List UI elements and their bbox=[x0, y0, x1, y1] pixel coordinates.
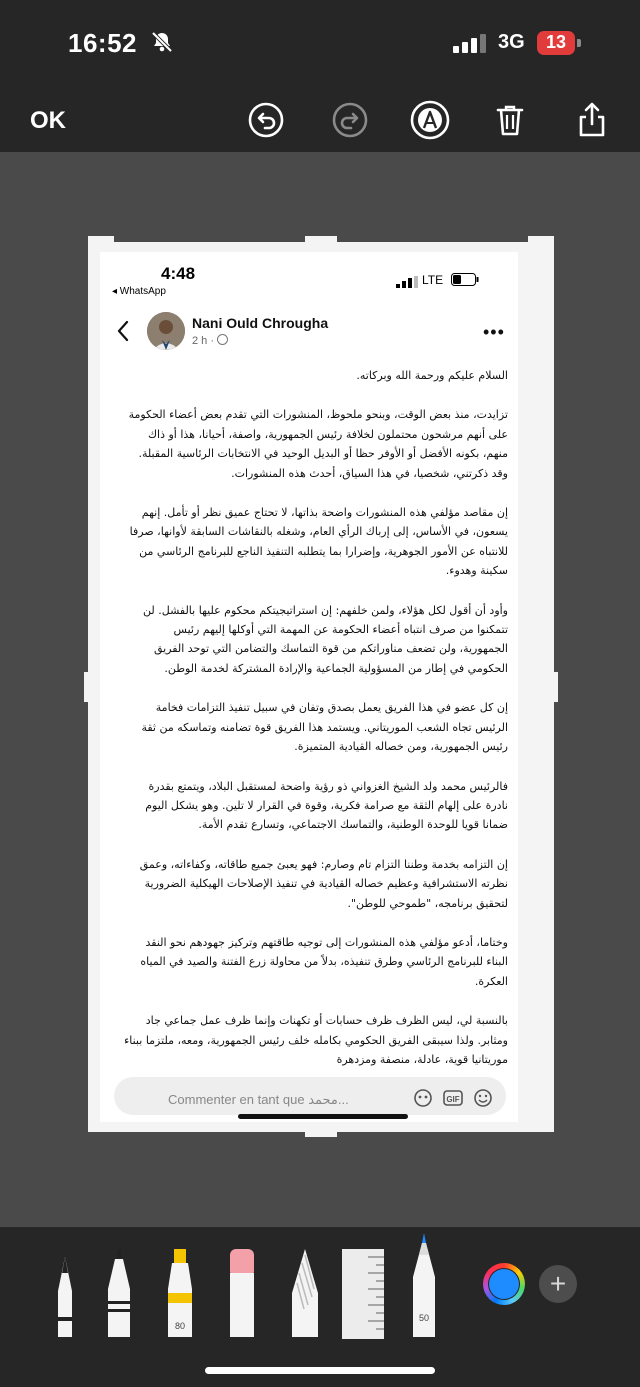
screenshot-battery-icon bbox=[451, 273, 479, 286]
back-to-whatsapp-link: ◂ WhatsApp bbox=[112, 286, 166, 297]
globe-icon bbox=[217, 334, 228, 345]
svg-text:GIF: GIF bbox=[446, 1095, 460, 1104]
post-paragraph: فالرئيس محمد ولد الشيخ الغزواني ذو رؤية واضحة لمستقبل البلاد، ويتمتع بقدرة نادرة على إلهام الثقة مع صرامة فكرية، وقوة في القرار لا تلين. وهو يشكل اليوم ضمانا قويا للوحدة الوطنية، والتماسك الاجتماعي، وتسارع تقدم الأمة. bbox=[145, 779, 508, 832]
bell-off-icon bbox=[150, 30, 174, 54]
network-type: 3G bbox=[498, 31, 525, 53]
post-text bbox=[124, 366, 508, 1089]
highlighter-size: 80 bbox=[174, 1321, 186, 1331]
screenshot-status-time: 4:48 bbox=[161, 264, 196, 283]
battery-level: 13 bbox=[545, 32, 567, 52]
gif-icon bbox=[442, 1088, 464, 1108]
add-tool-button[interactable]: + bbox=[539, 1265, 577, 1303]
post-paragraph: تزايدت، منذ بعض الوقت، وبنحو ملحوظ، المنشورات التي تقدم بعض أعضاء الحكومة على أنهم مرشحون محتملون لخلافة رئيس الجمهورية، واصفة، أحيانا، هذا أو ذاك منهم، بكونه الأفضل أو الأوفر حظا أو البديل الوحيد في الانتخابات الرئاسية المقبلة. وقد ذكرتني، شخصيا، في هذا السياق، أحدث هذه المنشورات. bbox=[128, 408, 508, 480]
post-time-text: 2 h · bbox=[192, 335, 215, 347]
crop-handle-right[interactable] bbox=[554, 672, 558, 702]
signal-icon bbox=[453, 33, 489, 53]
screenshot-signal-icon bbox=[396, 276, 418, 288]
battery-icon bbox=[537, 31, 583, 55]
post-paragraph: إن كل عضو في هذا الفريق يعمل بصدق وتفان في سبيل تنفيذ التزامات فخامة الرئيس تجاه الشعب الموريتاني. ويستمد هذا الفريق قوة تضامنه وتماسكه من ثقة رئيس الجمهورية، ومن خصاله القيادية المتميزة. bbox=[141, 701, 508, 754]
post-author-name: Nani Ould Chrougha bbox=[192, 315, 329, 331]
ruler-tool[interactable] bbox=[342, 1249, 384, 1339]
markup-pen-icon[interactable] bbox=[410, 100, 450, 140]
share-icon[interactable] bbox=[572, 100, 612, 140]
screenshot-network: LTE bbox=[422, 273, 444, 287]
back-chevron-icon bbox=[116, 320, 130, 342]
post-paragraph: وأود أن أقول لكل هؤلاء، ولمن خلفهم: إن استراتيجيتكم محكوم عليها بالفشل. لن تتمكنوا من صرف انتباه أعضاء الحكومة عن المهمة التي أوكلها إليهم رئيس الجمهورية، ولن تضعف مناوراتكم من قوة التماسك والتضامن التي توحد الفريق الحكومي في إطار من المسؤولية الجماعية والإرادة المشتركة لخدمة الوطن. bbox=[143, 603, 508, 675]
pencil-tool[interactable] bbox=[410, 1233, 438, 1337]
selected-color-swatch[interactable] bbox=[489, 1269, 519, 1299]
crop-handle-bottom[interactable] bbox=[305, 1132, 337, 1137]
tool-palette bbox=[0, 1227, 640, 1387]
eraser-tool[interactable] bbox=[228, 1249, 256, 1337]
ok-button[interactable]: OK bbox=[30, 107, 66, 134]
screenshot-home-indicator bbox=[238, 1114, 408, 1119]
pencil-size: 50 bbox=[418, 1313, 430, 1323]
comment-input: Commenter en tant que محمد... bbox=[168, 1092, 349, 1107]
crop-handle-left[interactable] bbox=[84, 672, 88, 702]
emoji-icon bbox=[472, 1088, 494, 1108]
trash-icon[interactable] bbox=[490, 100, 530, 140]
screenshot-content bbox=[100, 252, 518, 1122]
crop-handle-top-left[interactable] bbox=[88, 236, 114, 242]
monoline-tool[interactable] bbox=[104, 1249, 134, 1337]
avatar bbox=[147, 312, 185, 350]
highlighter-tool[interactable] bbox=[166, 1249, 194, 1337]
lasso-tool[interactable] bbox=[290, 1249, 320, 1337]
more-options-icon: ••• bbox=[483, 322, 505, 342]
crop-handle-top-right[interactable] bbox=[528, 236, 554, 242]
crop-handle-top[interactable] bbox=[305, 236, 337, 242]
post-paragraph: إن مقاصد مؤلفي هذه المنشورات واضحة بذاتها، لا تحتاج عميق نظر أو تأمل. إنهم يسعون، في الأساس، إلى إرباك الرأي العام، وشغله بالنقاشات السابقة لأوانها، صرفا للانتباه عن الأمور الجوهرية، وإضرارا بما يتطلبه التنفيذ الناجع للبرنامج الرئاسي من سكينة وهدوء. bbox=[129, 506, 508, 578]
post-paragraph: السلام عليكم ورحمة الله وبركاته. bbox=[356, 369, 508, 382]
home-indicator bbox=[205, 1367, 435, 1374]
markup-header bbox=[0, 0, 640, 152]
redo-icon[interactable] bbox=[330, 100, 370, 140]
post-paragraph: وختاما، أدعو مؤلفي هذه المنشورات إلى توجيه طاقتهم وتركيز جهودهم نحو النقد البناء للبرنامج الرئاسي وطرق تنفيذه، بدلاً من محاولة زرع الفتنة والصيد في المياه العكرة. bbox=[140, 935, 508, 988]
post-paragraph: بالنسبة لي، ليس الظرف ظرف حسابات أو تكهنات وإنما ظرف عمل جماعي جاد ومثابر. ولذا سيبقى الفريق الحكومي بكامله خلف رئيس الجمهورية، ومعه، ملتزما ببناء موريتانيا قوية، عادلة، منصفة ومزدهرة bbox=[124, 1014, 508, 1066]
status-time: 16:52 bbox=[68, 28, 137, 58]
undo-icon[interactable] bbox=[246, 100, 286, 140]
pen-tool[interactable] bbox=[56, 1257, 74, 1337]
post-timestamp bbox=[192, 334, 228, 347]
post-paragraph: إن التزامه بخدمة وطننا التزام تام وصارم: فهو يعبئ جميع طاقاته، وكفاءاته، وعمق نظرته الاستشرافية وعظيم خصاله القيادية في تنفيذ الإصلاحات الهيكلية الضرورية لتحقيق برنامجه، "طموحي للوطن". bbox=[139, 857, 508, 910]
avatar-sticker-icon bbox=[412, 1088, 434, 1108]
